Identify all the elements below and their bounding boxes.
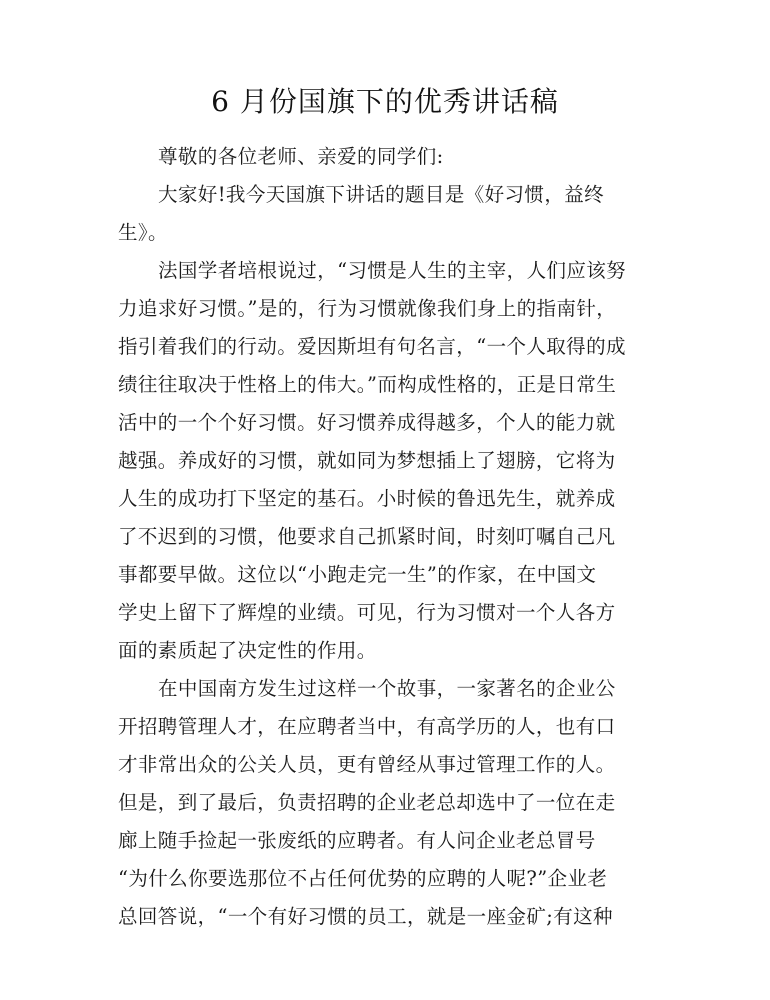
document-title: 6 月份国旗下的优秀讲话稿 (211, 85, 559, 118)
paragraph-line: 绩往往取决于性格上的伟大。”而构成性格的，正是日常生 (118, 373, 617, 396)
paragraph-line: 事都要早做。这位以“小跑走完一生”的作家，在中国文 (118, 563, 597, 586)
paragraph-line: 法国学者培根说过，“习惯是人生的主宰，人们应该努 (158, 259, 627, 282)
paragraph-line: 才非常出众的公关人员，更有曾经从事过管理工作的人。 (118, 753, 616, 776)
paragraph-line: 廊上随手捡起一张废纸的应聘者。有人问企业老总冒号 (118, 829, 596, 852)
paragraph-line: 学史上留下了辉煌的业绩。可见，行为习惯对一个人各方 (118, 601, 616, 624)
paragraph-line: “为什么你要选那位不占任何优势的应聘的人呢?”企业老 (118, 867, 608, 890)
paragraph-line: 力追求好习惯。”是的，行为习惯就像我们身上的指南针， (118, 297, 617, 320)
paragraph-line: 在中国南方发生过这样一个故事，一家著名的企业公 (158, 677, 616, 700)
paragraph-line: 越强。养成好的习惯，就如同为梦想插上了翅膀，它将为 (118, 449, 616, 472)
paragraph-line: 指引着我们的行动。爱因斯坦有句名言，“一个人取得的成 (118, 335, 626, 358)
paragraph-line: 了不迟到的习惯，他要求自己抓紧时间，时刻叮嘱自己凡 (118, 525, 616, 548)
paragraph-line: 但是，到了最后，负责招聘的企业老总却选中了一位在走 (118, 791, 616, 814)
paragraph-line: 人生的成功打下坚定的基石。小时候的鲁迅先生，就养成 (118, 487, 616, 510)
paragraph-line: 面的素质起了决定性的作用。 (118, 639, 377, 662)
paragraph-line: 生》。 (118, 221, 168, 244)
paragraph-line: 活中的一个个好习惯。好习惯养成得越多，个人的能力就 (118, 411, 616, 434)
paragraph-line: 大家好!我今天国旗下讲话的题目是《好习惯，益终 (158, 183, 605, 206)
paragraph-line: 尊敬的各位老师、亲爱的同学们: (158, 145, 444, 168)
paragraph-line: 总回答说，“一个有好习惯的员工，就是一座金矿;有这种 (118, 905, 613, 928)
paragraph-line: 开招聘管理人才，在应聘者当中，有高学历的人，也有口 (118, 715, 616, 738)
document-body (118, 138, 658, 936)
